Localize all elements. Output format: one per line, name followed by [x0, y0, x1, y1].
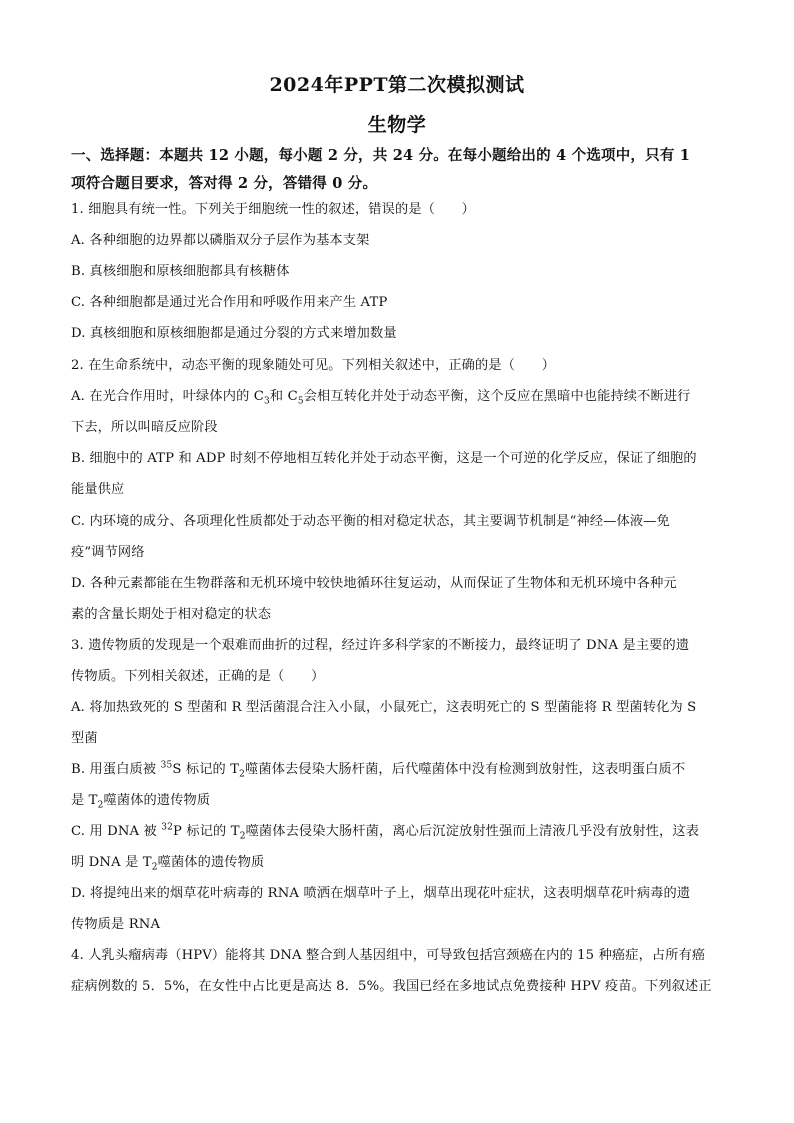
- q4-stem-line-1: 4. 人乳头瘤病毒（HPV）能将其 DNA 整合到人基因组中，可导致包括宫颈癌在内的 15 种癌症，占所有癌: [71, 948, 706, 963]
- text-fragment: B. 用蛋白质被: [71, 762, 161, 777]
- q2-option-c-line-2: 疫”调节网络: [71, 545, 145, 560]
- subscript: 3: [264, 396, 270, 407]
- subscript: 2: [97, 800, 104, 811]
- text-fragment: P 标记的 T: [173, 824, 240, 839]
- q3-stem-line-1: 3. 遗传物质的发现是一个艰难而曲折的过程，经过许多科学家的不断接力，最终证明了 DNA 是主要的遗: [71, 638, 690, 653]
- q4-stem-line-2: 症病例数的 5．5%，在女性中占比更是高达 8．5%。我国已经在多地试点免费接种 HPV 疫苗。下列叙述正: [71, 979, 712, 994]
- q2-option-a-line-1: [71, 387, 731, 407]
- exam-title: 2024年PPT第二次模拟测试: [269, 74, 525, 96]
- subscript: 2: [239, 831, 246, 842]
- text-fragment: 噬菌体的遗传物质: [103, 793, 211, 808]
- q2-option-b-line-1: B. 细胞中的 ATP 和 ADP 时刻不停地相互转化并处于动态平衡，这是一个可逆的化学反应，保证了细胞的: [71, 451, 697, 466]
- q1-option-c: C. 各种细胞都是通过光合作用和呼吸作用来产生 ATP: [71, 295, 388, 310]
- text-fragment: 噬菌体去侵染大肠杆菌，后代噬菌体中没有检测到放射性，这表明蛋白质不: [245, 762, 686, 777]
- q3-option-a-line-2: 型菌: [71, 731, 98, 746]
- q3-stem-line-2: 传物质。下列相关叙述，正确的是（ ）: [71, 669, 325, 684]
- section-heading-line-1: 一、选择题：本题共 12 小题，每小题 2 分，共 24 分。在每小题给出的 4 个选项中，只有 1: [71, 147, 691, 164]
- q2-option-c-line-1: C. 内环境的成分、各项理化性质都处于动态平衡的相对稳定状态，其主要调节机制是“神经—体液—免: [71, 514, 670, 529]
- q3-option-d-line-2: 传物质是 RNA: [71, 917, 161, 932]
- q3-option-c-line-1: [71, 822, 731, 842]
- q2-option-d-line-2: 素的含量长期处于相对稳定的状态: [71, 607, 272, 622]
- superscript: 35: [160, 760, 173, 771]
- text-fragment: 是 T: [71, 793, 98, 808]
- subject-title: 生物学: [367, 114, 427, 136]
- text-fragment: S 标记的 T: [172, 762, 240, 777]
- q1-stem: 1. 细胞具有统一性。下列关于细胞统一性的叙述，错误的是（ ）: [71, 202, 476, 217]
- text-fragment: C. 用 DNA 被: [71, 824, 162, 839]
- section-heading: [71, 142, 731, 198]
- text-fragment: 明 DNA 是 T: [71, 855, 152, 870]
- subscript: 5: [297, 396, 304, 407]
- q1-option-d: D. 真核细胞和原核细胞都是通过分裂的方式来增加数量: [71, 326, 397, 341]
- text-fragment: 会相互转化并处于动态平衡，这个反应在黑暗中也能持续不断进行: [303, 389, 691, 404]
- q2-stem: 2. 在生命系统中，动态平衡的现象随处可见。下列相关叙述中，正确的是（ ）: [71, 358, 556, 373]
- q1-option-b: B. 真核细胞和原核细胞都具有核糖体: [71, 264, 290, 279]
- q3-option-b-line-2: [71, 791, 731, 811]
- subscript: 2: [151, 862, 158, 873]
- q2-option-b-line-2: 能量供应: [71, 482, 125, 497]
- q3-option-c-line-2: [71, 853, 731, 873]
- q3-option-b-line-1: [71, 760, 731, 780]
- text-fragment: 噬菌体去侵染大肠杆菌，离心后沉淀放射性强而上清液几乎没有放射性，这表: [245, 824, 700, 839]
- q1-option-a: A. 各种细胞的边界都以磷脂双分子层作为基本支架: [71, 233, 370, 248]
- q2-option-a-line-2: 下去，所以叫暗反应阶段: [71, 420, 218, 435]
- q3-option-a-line-1: A. 将加热致死的 S 型菌和 R 型活菌混合注入小鼠，小鼠死亡，这表明死亡的 S 型菌能将 R 型菌转化为 S: [71, 700, 697, 715]
- text-fragment: A. 在光合作用时，叶绿体内的 C: [71, 389, 264, 404]
- text-fragment: 和 C: [269, 389, 298, 404]
- subscript: 2: [239, 769, 246, 780]
- section-heading-line-2: 项符合题目要求，答对得 2 分，答错得 0 分。: [71, 175, 378, 192]
- text-fragment: 噬菌体的遗传物质: [157, 855, 265, 870]
- q3-option-d-line-1: D. 将提纯出来的烟草花叶病毒的 RNA 喷洒在烟草叶子上，烟草出现花叶症状，这表明烟草花叶病毒的遗: [71, 886, 691, 901]
- superscript: 32: [161, 822, 174, 833]
- q2-option-d-line-1: D. 各种元素都能在生物群落和无机环境中较快地循环往复运动，从而保证了生物体和无机环境中各种元: [71, 576, 677, 591]
